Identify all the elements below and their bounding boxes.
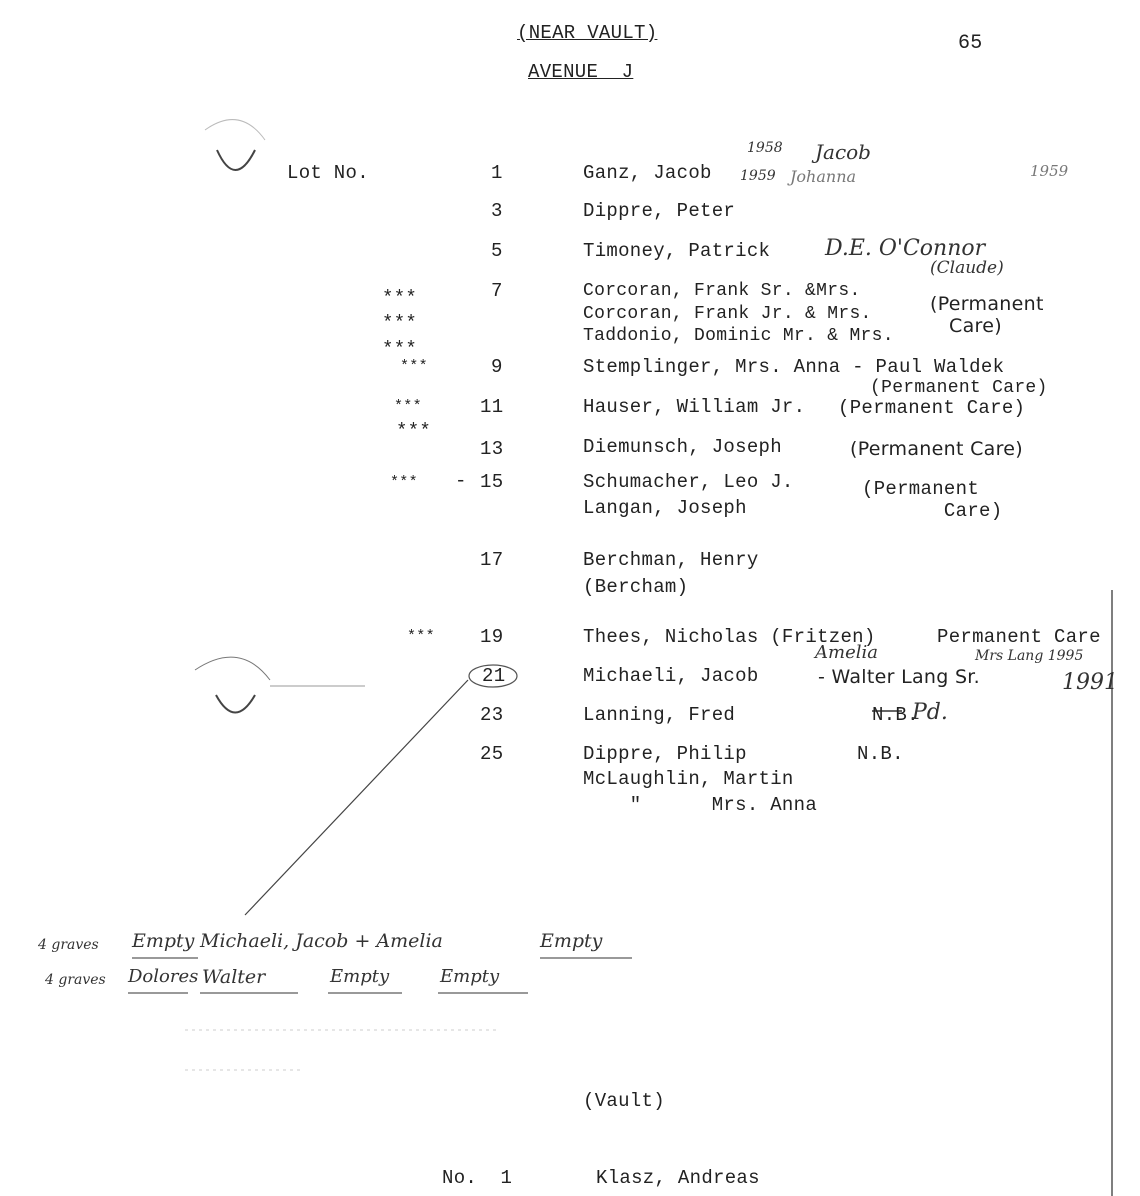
- lot-name: Dippre, Peter: [583, 200, 736, 222]
- lot-name: Diemunsch, Joseph: [583, 436, 782, 458]
- handwritten-note: (Claude): [930, 258, 1004, 278]
- lot-name: Stemplinger, Mrs. Anna - Paul Waldek: [583, 356, 1005, 378]
- lot-marks: ***: [382, 287, 418, 309]
- lot-name: Berchman, Henry: [583, 549, 759, 571]
- grave-entry: Empty: [132, 930, 195, 952]
- lot-name: Timoney, Patrick: [583, 240, 771, 262]
- lot-marks: ***: [400, 358, 428, 375]
- handwritten-note: D.E. O'Connor: [825, 236, 986, 261]
- grave-entry: Empty: [440, 966, 500, 987]
- lot-name: " Mrs. Anna: [583, 794, 818, 816]
- care-note: (Permanent Care): [838, 397, 1026, 419]
- lot-marks: ***: [394, 398, 422, 415]
- care-note: Permanent Care: [937, 626, 1101, 648]
- care-note: (Permanent Care): [870, 378, 1048, 398]
- dash-mark: -: [455, 470, 467, 492]
- lot-name: Langan, Joseph: [583, 497, 747, 519]
- lot-name: Hauser, William Jr.: [583, 396, 806, 418]
- lot-number: 9: [491, 356, 503, 378]
- lot-name: Ganz, Jacob: [583, 162, 712, 184]
- care-note: (Permanent Care): [850, 438, 1023, 460]
- lot-name: Lanning, Fred: [583, 704, 736, 726]
- nb-note: N.B.: [872, 704, 919, 726]
- lot-number: 1: [491, 162, 503, 184]
- lot-number: 25: [480, 743, 504, 765]
- grave-entry: Michaeli, Jacob + Amelia: [200, 930, 443, 952]
- handwritten-year: 1991: [1062, 670, 1118, 695]
- handwritten-year: 1959: [1030, 162, 1069, 180]
- graves-label: 4 graves: [45, 972, 106, 988]
- lot-number: 11: [480, 396, 504, 418]
- handwritten-year: 1959: [740, 168, 776, 184]
- lot-number: 5: [491, 240, 503, 262]
- lot-number-label: Lot No.: [287, 162, 369, 184]
- lot-name: Taddonio, Dominic Mr. & Mrs.: [583, 326, 894, 346]
- lot-name: (Bercham): [583, 576, 689, 598]
- avenue-heading: AVENUE J: [528, 61, 634, 83]
- lot-number: 13: [480, 438, 504, 460]
- lot-number: 21: [482, 665, 506, 687]
- handwritten-name: Jacob: [815, 140, 871, 164]
- handwritten-note: Pd.: [912, 700, 948, 725]
- lot-name: Thees, Nicholas (Fritzen): [583, 626, 876, 648]
- care-note: - Walter Lang Sr.: [818, 666, 981, 688]
- lot-marks-extra: ***: [382, 312, 418, 334]
- lot-name: Schumacher, Leo J.: [583, 471, 794, 493]
- lot-number: 19: [480, 626, 504, 648]
- grave-entry: Empty: [540, 930, 603, 952]
- grave-entry: Dolores: [128, 966, 199, 987]
- page-number: 65: [958, 32, 983, 55]
- lot-number: 3: [491, 200, 503, 222]
- lot-name: Michaeli, Jacob: [583, 665, 759, 687]
- lot-number: 15: [480, 471, 504, 493]
- lot-name: Dippre, Philip: [583, 743, 747, 765]
- care-note: (Permanent Care): [862, 478, 1003, 522]
- lot-number: 23: [480, 704, 504, 726]
- lot-name: Corcoran, Frank Sr. &Mrs.: [583, 281, 861, 301]
- lot-number: 17: [480, 549, 504, 571]
- grave-entry: Empty: [330, 966, 390, 987]
- lot-number: 7: [491, 280, 503, 302]
- lot-name: McLaughlin, Martin: [583, 768, 794, 790]
- near-vault-heading: (NEAR VAULT): [517, 22, 658, 44]
- handwritten-name: Johanna: [790, 167, 857, 186]
- lot-marks: ***: [407, 628, 435, 645]
- grave-entry: Walter: [202, 966, 266, 988]
- lot-marks: ***: [390, 474, 418, 491]
- handwritten-note: Mrs Lang 1995: [975, 648, 1084, 664]
- vault-entry-label: No. 1: [442, 1167, 513, 1189]
- care-note: (Permanent Care): [930, 293, 1044, 337]
- lot-marks-extra: ***: [382, 338, 418, 360]
- handwritten-note: Amelia: [815, 642, 878, 663]
- lot-marks: ***: [396, 420, 432, 442]
- graves-label: 4 graves: [38, 937, 99, 953]
- handwritten-year: 1958: [747, 140, 783, 156]
- nb-note: N.B.: [857, 743, 904, 765]
- vault-heading: (Vault): [583, 1090, 665, 1112]
- vault-entry-name: Klasz, Andreas: [596, 1167, 760, 1189]
- lot-name: Corcoran, Frank Jr. & Mrs.: [583, 304, 872, 324]
